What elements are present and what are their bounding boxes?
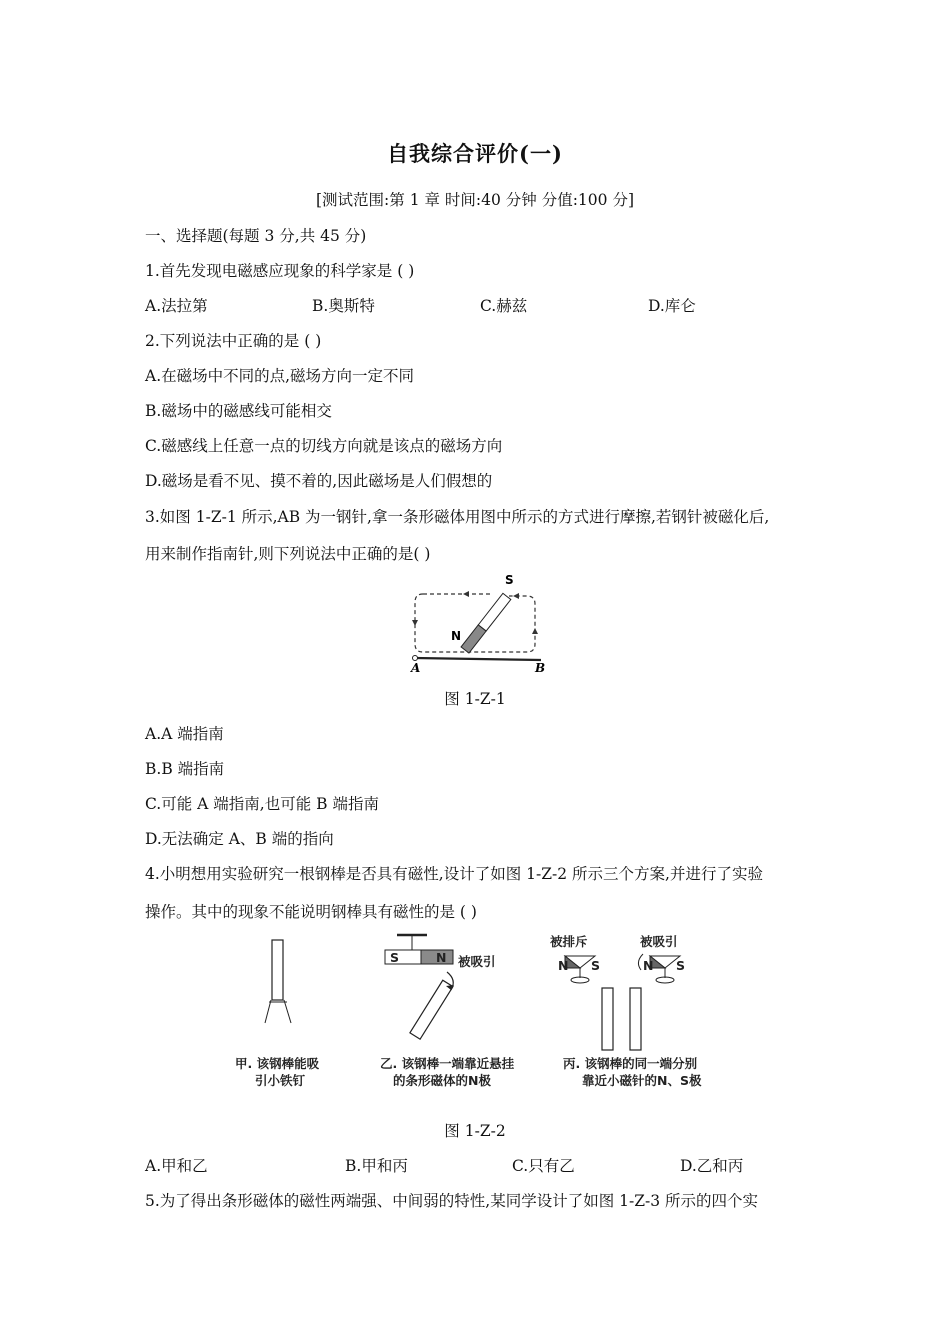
test-scope: [测试范围:第 1 章 时间:40 分钟 分值:100 分] xyxy=(316,191,634,209)
magnet-n-label: N xyxy=(436,950,447,965)
q4-option-a: A.甲和乙 xyxy=(145,1157,208,1175)
q2-option-a: A.在磁场中不同的点,磁场方向一定不同 xyxy=(145,367,415,385)
q4-option-c: C.只有乙 xyxy=(512,1157,575,1175)
figure-1-z-2 xyxy=(225,928,725,1093)
arrow-icon xyxy=(513,593,519,599)
question-3-stem-line2: 用来制作指南针,则下列说法中正确的是( ) xyxy=(145,545,431,563)
q1-option-c: C.赫兹 xyxy=(480,297,528,315)
label-s: S xyxy=(505,573,514,587)
label-n: N xyxy=(451,629,462,643)
svg-text:N: N xyxy=(558,958,569,973)
steel-needle xyxy=(415,658,541,660)
jia-caption-line1: 甲. 该钢棒能吸 xyxy=(235,1056,320,1071)
arrow-icon xyxy=(412,620,418,626)
question-3-stem-line1: 3.如图 1-Z-1 所示,AB 为一钢针,拿一条形磁体用图中所示的方式进行摩擦,若钢针被磁化后, xyxy=(145,508,770,526)
figure-2-caption: 图 1-Z-2 xyxy=(444,1122,506,1140)
attracted-label-bing: 被吸引 xyxy=(640,934,678,949)
scheme-bing xyxy=(549,934,702,1088)
svg-text:S: S xyxy=(676,958,686,973)
compass-needle-2 xyxy=(638,954,685,983)
yi-caption-line1: 乙. 该钢棒一端靠近悬挂 xyxy=(380,1056,515,1071)
label-b: B xyxy=(535,661,546,675)
question-4-stem-line2: 操作。其中的现象不能说明钢棒具有磁性的是 ( ) xyxy=(145,903,477,921)
q3-option-b: B.B 端指南 xyxy=(145,760,225,778)
q3-option-c: C.可能 A 端指南,也可能 B 端指南 xyxy=(145,795,379,813)
q4-option-b: B.甲和丙 xyxy=(345,1157,408,1175)
jia-caption-line2: 引小铁钉 xyxy=(255,1073,306,1088)
question-4-stem-line1: 4.小明想用实验研究一根钢棒是否具有磁性,设计了如图 1-Z-2 所示三个方案,并进行了实验 xyxy=(145,865,763,883)
iron-nail xyxy=(265,1000,271,1023)
q1-option-a: A.法拉第 xyxy=(145,297,208,315)
iron-nail xyxy=(284,1000,291,1023)
q1-option-b: B.奥斯特 xyxy=(312,297,375,315)
scheme-jia xyxy=(235,940,320,1088)
bar-magnet xyxy=(461,593,511,653)
steel-rod-tilted xyxy=(410,980,453,1039)
magnet-s-label: S xyxy=(390,950,400,965)
attracted-label-yi: 被吸引 xyxy=(458,954,496,969)
repelled-label: 被排斥 xyxy=(550,934,588,949)
arrow-icon xyxy=(463,591,469,597)
q2-option-b: B.磁场中的磁感线可能相交 xyxy=(145,402,332,420)
needle-end-a xyxy=(413,656,418,661)
bing-caption-line1: 丙. 该钢棒的同一端分别 xyxy=(563,1056,698,1071)
label-a: A xyxy=(411,661,421,675)
yi-caption-line2: 的条形磁体的N极 xyxy=(393,1073,491,1088)
svg-text:S: S xyxy=(591,958,601,973)
steel-rod xyxy=(272,940,283,1000)
page-title: 自我综合评价(一) xyxy=(387,141,563,166)
q3-option-d: D.无法确定 A、B 端的指向 xyxy=(145,830,334,848)
compass-needle-1 xyxy=(558,956,600,983)
scheme-yi xyxy=(380,935,515,1088)
question-1-stem: 1.首先发现电磁感应现象的科学家是 ( ) xyxy=(145,262,415,280)
steel-rod-bing-2 xyxy=(630,988,641,1050)
q4-option-d: D.乙和丙 xyxy=(680,1157,744,1175)
question-5-stem-line1: 5.为了得出条形磁体的磁性两端强、中间弱的特性,某同学设计了如图 1-Z-3 所示的四个实 xyxy=(145,1192,759,1210)
question-2-stem: 2.下列说法中正确的是 ( ) xyxy=(145,332,322,350)
q2-option-c: C.磁感线上任意一点的切线方向就是该点的磁场方向 xyxy=(145,437,503,455)
figure-1-z-1 xyxy=(405,570,555,675)
q2-option-d: D.磁场是看不见、摸不着的,因此磁场是人们假想的 xyxy=(145,472,493,490)
q3-option-a: A.A 端指南 xyxy=(145,725,224,743)
svg-text:N: N xyxy=(643,958,654,973)
q1-option-d: D.库仑 xyxy=(648,297,696,315)
figure-1-caption: 图 1-Z-1 xyxy=(444,690,506,708)
bing-caption-line2: 靠近小磁针的N、S极 xyxy=(582,1073,702,1088)
section-heading: 一、选择题(每题 3 分,共 45 分) xyxy=(145,227,367,245)
steel-rod-bing-1 xyxy=(602,988,613,1050)
arrow-icon xyxy=(532,628,538,634)
